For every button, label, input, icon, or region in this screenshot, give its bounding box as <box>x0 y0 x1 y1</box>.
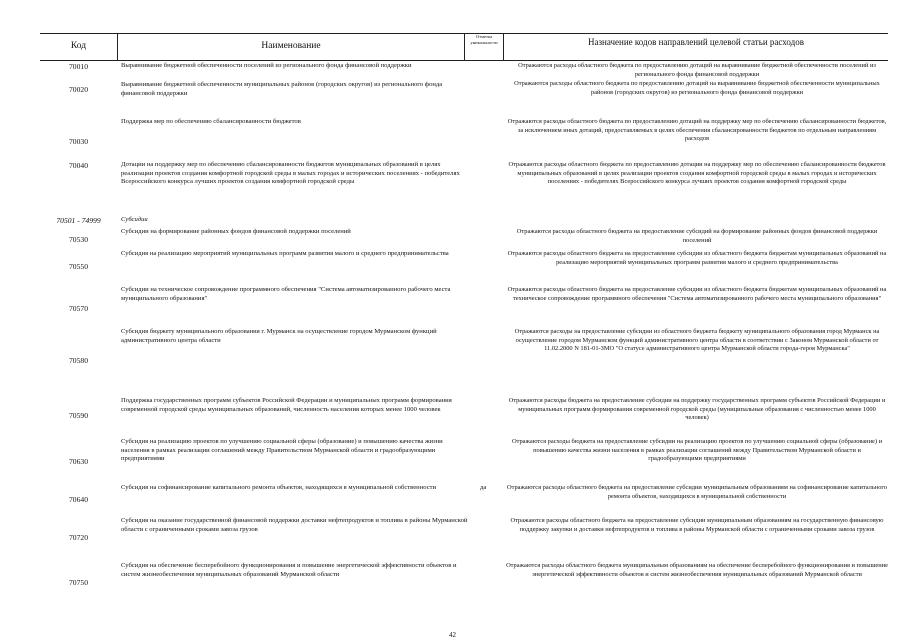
row-purpose: Отражаются расходы областного бюджета на предоставление субсидии из областного бюджета бюджетам муниципальных образований на реализацию мероприятий муниципальных программ развития малого и среднего предпринимательства <box>507 250 887 266</box>
row-purpose: Отражаются расходы областного бюджета на предоставление субсидий на формирование районных фондов финансовой поддержки поселений <box>516 228 878 244</box>
row-purpose: Отражаются расходы областного бюджета по предоставлению дотаций на выравнивание бюджетной обеспеченности муниципальных районов (городских округов) из регионального фонда финансовой поддержки <box>514 80 880 96</box>
row-name: Субсидия на софинансирование капитального ремонта объектов, находящихся в муниципальной собственности <box>121 484 437 491</box>
row-name: Субсидии <box>121 216 148 223</box>
column-header-name: Наименование <box>261 41 321 51</box>
row-purpose: Отражаются расходы бюджета на предоставление субсидии на поддержку государственных программ субъектов Российской Федерации и муниципальных программ формирования современной городской среды (муниципальные образования с численностью менее 1000 человек) <box>508 397 886 422</box>
row-code: 70530 <box>69 235 88 244</box>
row-purpose: Отражаются расходы на предоставление субсидии из областного бюджета бюджету муниципального образования город Мурманск на осуществление городом Мурманском функций административного центра области в соответствии с Законом Мурманской области от 11.02.2000 N 181-01-ЗМО "О статусе административного центра Мурманской области города-героя Мурманска" <box>514 328 880 353</box>
row-purpose: Отражаются расходы областного бюджета муниципальным образованиям на обеспечение бесперебойного функционирования и повышение энергетической эффективности объектов и систем жизнеобеспечения муниципальных образований Мурманской области <box>506 562 888 578</box>
row-code: 70501 - 74999 <box>56 216 101 225</box>
row-code: 70570 <box>69 304 88 313</box>
row-name: Субсидия бюджету муниципального образования г. Мурманск на осуществление городом Мурманском функций административного центра области <box>121 328 437 344</box>
row-purpose: Отражаются расходы областного бюджета по предоставлению дотаций на выравнивание бюджетной обеспеченности поселений из регионального фонда финансовой поддержки <box>518 62 876 78</box>
row-purpose: Отражаются расходы бюджета на предоставление субсидии на реализацию проектов по улучшению социальной сферы (образование) и повышению качества жизни населения в рамках реализации соглашений между Правительством Мурманской области и градообразующими предприятиями <box>511 438 883 463</box>
row-name: Поддержка мер по обеспечению сбалансированности бюджетов <box>121 118 301 125</box>
row-code: 70020 <box>69 85 88 94</box>
row-code: 70720 <box>69 533 88 542</box>
row-code: 70640 <box>69 495 88 504</box>
row-name: Субсидии на формирование районных фондов финансовой поддержки поселений <box>121 228 351 235</box>
row-code: 70750 <box>69 578 88 587</box>
row-name: Субсидия на реализацию проектов по улучшению социальной сферы (образование) и повышению качества жизни населения в рамках реализации соглашений между Правительством Мурманской области и градообразующими предприятиями <box>121 438 443 463</box>
row-name: Выравнивание бюджетной обеспеченности поселений из регионального фонда финансовой поддержки <box>121 62 412 69</box>
row-code: 70580 <box>69 356 88 365</box>
page-number: 42 <box>449 631 456 639</box>
row-name: Субсидия на реализацию мероприятий муниципальных программ развития малого и среднего предпринимательства <box>121 250 449 257</box>
row-name: Субсидии на техническое сопровождение программного обеспечения "Система автоматизированного рабочего места муниципального образования" <box>121 286 451 302</box>
row-name: Дотации на поддержку мер по обеспечению сбалансированности бюджетов муниципальных образований в целях реализации проектов создания комфортной городской среды в малых городах и исторических поселениях - победителях Всероссийского конкурса лучших проектов создания комфортной городской среды <box>121 161 460 186</box>
row-code: 70550 <box>69 262 88 271</box>
row-purpose: Отражаются расходы областного бюджета на предоставление субсидии муниципальным образованиям на софинансирование капитального ремонта объектов, находящихся в муниципальной собственности <box>506 484 888 500</box>
row-purpose: Отражаются расходы областного бюджета по предоставлению дотации на поддержку мер по обеспечению сбалансированности бюджетов муниципальных образований в целях реализации проектов создания комфортной городской среды в малых городах и исторических поселениях - победителях Всероссийского конкурса лучших проектов создания комфортной городской среды <box>508 161 886 186</box>
row-purpose: Отражаются расходы областного бюджета на предоставление субсидии муниципальным образованиям на государственную финансовую поддержку закупки и доставки нефтепродуктов и топлива в районы Мурманской области с ограниченными сроками завоза грузов <box>510 517 884 533</box>
column-header-mark: Отметка уникальности <box>470 34 498 45</box>
row-uniqueness-mark: да <box>480 484 487 491</box>
row-name: Выравнивание бюджетной обеспеченности муниципальных районов (городских округов) из регионального фонда финансовой поддержки <box>121 81 443 97</box>
row-code: 70630 <box>69 457 88 466</box>
row-purpose: Отражаются расходы областного бюджета на предоставление субсидии из областного бюджета бюджетам муниципальных образований на техническое сопровождение программного обеспечения "Система автоматизированного рабочего места муниципального образования" <box>507 286 887 302</box>
row-purpose: Отражаются расходы областного бюджета по предоставлению дотаций на поддержку мер по обеспечению сбалансированности бюджетов, за исключением иных дотаций, предоставляемых в целях обеспечения сбалансированности бюджетов по отдельным направлениям расходов <box>507 118 887 143</box>
row-name: Субсидия на обеспечение бесперебойного функционирования и повышение энергетической эффективности объектов и систем жизнеобеспечения муниципальных образований Мурманской области <box>121 562 457 578</box>
row-name: Поддержка государственных программ субъектов Российской Федерации и муниципальных программ формирования современной городской среды муниципальных образований, численность населения которых менее 1000 человек <box>121 397 452 413</box>
row-code: 70040 <box>69 161 88 170</box>
column-header-code: Код <box>70 41 87 51</box>
row-code: 70030 <box>69 137 88 146</box>
row-code: 70010 <box>69 62 88 71</box>
row-name: Субсидия на оказание государственной финансовой поддержки доставки нефтепродуктов и топлива в районы Мурманской области с ограниченными сроками завоза грузов <box>121 517 468 533</box>
row-code: 70590 <box>69 411 88 420</box>
column-header-purpose: Назначение кодов направлений целевой статьи расходов <box>587 37 804 47</box>
